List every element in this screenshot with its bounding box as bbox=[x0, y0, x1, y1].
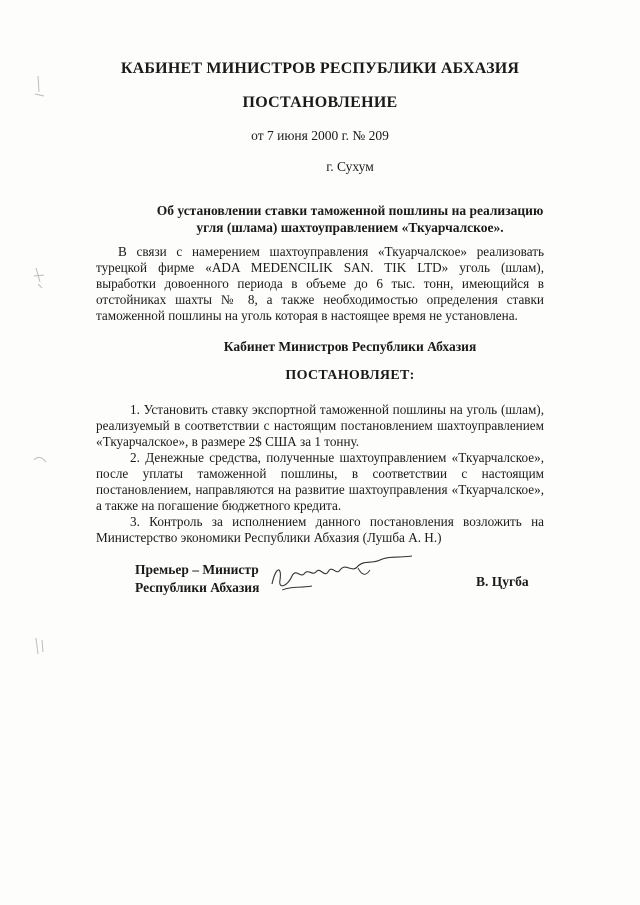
signatory-title bbox=[135, 561, 259, 597]
intro-text: В связи с намерением шахтоуправления «Ткуарчалское» реализовать турецкой фирме «ADA MEDENCILIK SAN. TIK LTD» уголь (шлам), выработки довоенного периода в объеме до 6 тыс. тонн, имеющийся в отстойниках шахты № 8, а также необходимостью определения ставки таможенной пошлины на уголь которая в настоящее время не установлена. bbox=[96, 244, 544, 323]
scan-mark bbox=[30, 450, 52, 470]
scan-mark bbox=[30, 632, 50, 662]
subject-line: угля (шлама) шахтоуправлением «Ткуарчалское». bbox=[196, 220, 504, 235]
document-date-number: от 7 июня 2000 г. № 209 bbox=[251, 128, 389, 143]
signatory-title-line: Республики Абхазия bbox=[135, 580, 260, 595]
signatory-name: В. Цугба bbox=[476, 574, 529, 589]
handwritten-signature bbox=[262, 546, 422, 596]
resolves-heading: ПОСТАНОВЛЯЕТ: bbox=[285, 368, 415, 383]
document-place: г. Сухум bbox=[326, 159, 374, 174]
cabinet-line: Кабинет Министров Республики Абхазия bbox=[223, 339, 477, 354]
resolution-item: 2. Денежные средства, полученные шахтоуправлением «Ткуарчалское», после уплаты таможенной пошлины, в соответствии с настоящим постановлением, направляются на развитие шахтоуправления «Ткуарчалское», а также на погашение бюджетного кредита. bbox=[96, 450, 544, 513]
document-subject bbox=[30, 202, 640, 236]
scan-mark bbox=[30, 262, 50, 292]
resolution-item: 3. Контроль за исполнением данного постановления возложить на Министерство экономики Республики Абхазия (Лушба А. Н.) bbox=[96, 514, 544, 545]
resolution-item: 1. Установить ставку экспортной таможенной пошлины на уголь (шлам), реализуемый в соответствии с настоящим постановлением шахтоуправлением «Ткуарчалское», в размере 2$ США за 1 тонну. bbox=[96, 402, 544, 449]
document-type: ПОСТАНОВЛЕНИЕ bbox=[242, 94, 398, 111]
signatory-title-line: Премьер – Министр bbox=[135, 562, 259, 577]
document-header: КАБИНЕТ МИНИСТРОВ РЕСПУБЛИКИ АБХАЗИЯ bbox=[120, 60, 520, 77]
intro-paragraph bbox=[96, 244, 544, 324]
subject-line: Об установлении ставки таможенной пошлины на реализацию bbox=[156, 203, 544, 218]
resolution-items bbox=[96, 402, 544, 546]
